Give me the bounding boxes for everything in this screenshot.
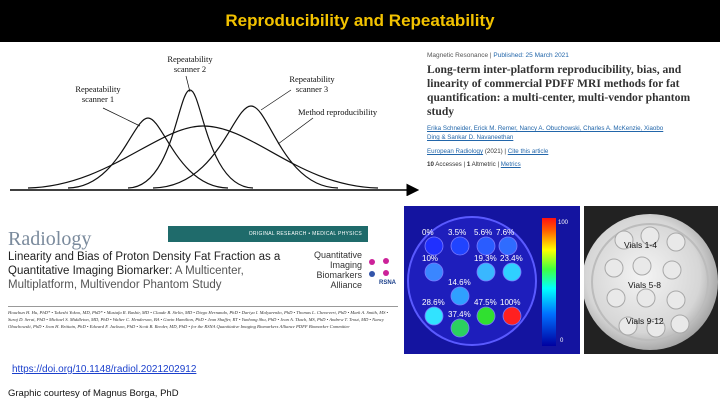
qiba-line: Quantitative bbox=[313, 250, 362, 260]
section-banner: ORIGINAL RESEARCH • MEDICAL PHYSICS bbox=[168, 226, 368, 242]
colorbar bbox=[542, 218, 556, 346]
qiba-line: Biomarkers bbox=[316, 270, 362, 280]
publish-date: Published: 25 March 2021 bbox=[493, 52, 569, 59]
vial-10 bbox=[451, 319, 469, 337]
radiology-logo-text: Radiology bbox=[8, 228, 92, 250]
photo-label-vials-5-8: Vials 5-8 bbox=[628, 280, 661, 290]
vial-label-6: 19.3% bbox=[474, 254, 497, 263]
metrics-link[interactable]: Metrics bbox=[500, 161, 521, 168]
authors-line-2[interactable]: Ding & Sankar D. Navaneethan bbox=[427, 134, 514, 141]
vial-label-11: 47.5% bbox=[474, 298, 497, 307]
scanner1-curve bbox=[68, 118, 228, 188]
qiba-text bbox=[300, 250, 362, 290]
radiology-authors: Houchun H. Hu, PhD* • Takeshi Yokoo, MD, PhD* • Mustafa R. Bashir, MD • Claude B. Sirlin, MD • Diego Hernando, PhD • Dariya I. Malyarenko, PhD • Thomas L. Chenevert, PhD • Mark A. Smith, MS • Suraj D. Serai, PhD • Michael S. Middleton, MD, PhD • Walter C. Henderson, BA • Gavin Hamilton, PhD • Jean Shaffer, RT • Yunhong Shu, PhD • Jean A. Tkach, MS, PhD • Andrew T. Trout, MD • Nancy Obuchowski, PhD • Jean H. Brittain, PhD • Edward F. Jackson, PhD • Scott B. Reeder, MD, PhD • for the RSNA Quantitative Imaging Biomarkers Alliance PDFF Biomarker Committee bbox=[8, 306, 398, 331]
journal-category: Magnetic Resonance bbox=[427, 52, 489, 59]
scanner2-pointer bbox=[186, 76, 190, 92]
vial-label-7: 23.4% bbox=[500, 254, 523, 263]
vial-4 bbox=[499, 237, 517, 255]
vial-label-10: 37.4% bbox=[448, 310, 471, 319]
vial-5 bbox=[425, 263, 443, 281]
vial-label-3: 5.6% bbox=[474, 228, 493, 237]
vial-12 bbox=[503, 307, 521, 325]
vial-label-5: 10% bbox=[422, 254, 439, 263]
journal-link[interactable]: European Radiology bbox=[427, 148, 484, 155]
qiba-dots-icon bbox=[362, 254, 398, 294]
altmetric-count: 1 bbox=[466, 161, 471, 168]
radiology-title-bold: Linearity and Bias of Proton Density Fat Fraction as a Quantitative Imaging Biomarker: bbox=[8, 251, 281, 277]
photo-label-vials-9-12: Vials 9-12 bbox=[626, 316, 664, 326]
altmetric-label: Altmetric bbox=[471, 161, 496, 168]
scanner3-curve bbox=[153, 106, 338, 188]
rsna-mark: RSNA bbox=[378, 280, 396, 286]
vial-6 bbox=[477, 263, 495, 281]
method-pointer bbox=[278, 118, 313, 144]
vial-label-2: 3.5% bbox=[448, 228, 467, 237]
scanner2-curve bbox=[128, 90, 253, 188]
radiology-title bbox=[8, 250, 298, 292]
article-metrics: 10 Accesses | 1 Altmetric | Metrics bbox=[427, 161, 521, 168]
phantom-photo bbox=[584, 206, 718, 354]
slide-title: Reproducibility and Repeatability bbox=[225, 11, 495, 30]
vial-8 bbox=[451, 287, 469, 305]
qiba-line: Imaging bbox=[329, 260, 362, 270]
method-curve bbox=[28, 126, 378, 188]
radiology-title-rest: A Multicenter, Multiplatform, Multivendor Phantom Study bbox=[8, 265, 244, 291]
vial-3 bbox=[477, 237, 495, 255]
vial-label-12: 100% bbox=[500, 298, 521, 307]
qiba-line: Alliance bbox=[330, 280, 362, 290]
vial-label-8: 14.6% bbox=[448, 278, 471, 287]
photo-label-vials-1-4: Vials 1-4 bbox=[624, 240, 657, 250]
vial-9 bbox=[425, 307, 443, 325]
cite-link[interactable]: Cite this article bbox=[507, 148, 549, 155]
journal-year: (2021) bbox=[484, 148, 503, 155]
vial-7 bbox=[503, 263, 521, 281]
vial-label-9: 28.6% bbox=[422, 298, 445, 307]
vial-2 bbox=[451, 237, 469, 255]
article-journal: European Radiology (2021) | Cite this article bbox=[427, 148, 549, 155]
article-authors[interactable] bbox=[427, 124, 717, 142]
vial-11 bbox=[477, 307, 495, 325]
method-label: Method reproducibility bbox=[298, 107, 378, 117]
article-meta: Magnetic Resonance | Published: 25 March 2021 bbox=[427, 52, 569, 59]
radiology-logo bbox=[8, 228, 91, 251]
vial-label-4: 7.6% bbox=[496, 228, 515, 237]
title-bar bbox=[0, 0, 720, 42]
graphic-credit: Graphic courtesy of Magnus Borga, PhD bbox=[8, 388, 179, 399]
scanner3-label: Repeatability scanner 3 bbox=[289, 74, 335, 94]
qiba-logo bbox=[300, 250, 400, 300]
vial-label-1: 0% bbox=[422, 228, 434, 237]
article-title: Long-term inter-platform reproducibility, bias, and linearity of commercial PDFF MRI methods for fat quantification: a multi-center, multi-vendor phantom study bbox=[427, 63, 691, 118]
vial-1 bbox=[425, 237, 443, 255]
phantom-pdff-map bbox=[404, 206, 580, 354]
scanner2-label: Repeatability scanner 2 bbox=[167, 54, 213, 74]
authors-line-1[interactable]: Erika Schneider, Erick M. Remer, Nancy A. Obuchowski, Charles A. McKenzie, Xiaobo bbox=[427, 125, 664, 132]
springer-article bbox=[427, 52, 717, 188]
accesses-count: 10 bbox=[427, 161, 434, 168]
colorbar-max: 100 bbox=[558, 220, 569, 226]
colorbar-min: 0 bbox=[560, 338, 564, 344]
scanner1-label: Repeatability scanner 1 bbox=[75, 84, 121, 104]
scanner1-pointer bbox=[103, 108, 140, 126]
accesses-label: Accesses bbox=[435, 161, 462, 168]
doi-link[interactable]: https://doi.org/10.1148/radiol.2021202912 bbox=[12, 364, 197, 375]
